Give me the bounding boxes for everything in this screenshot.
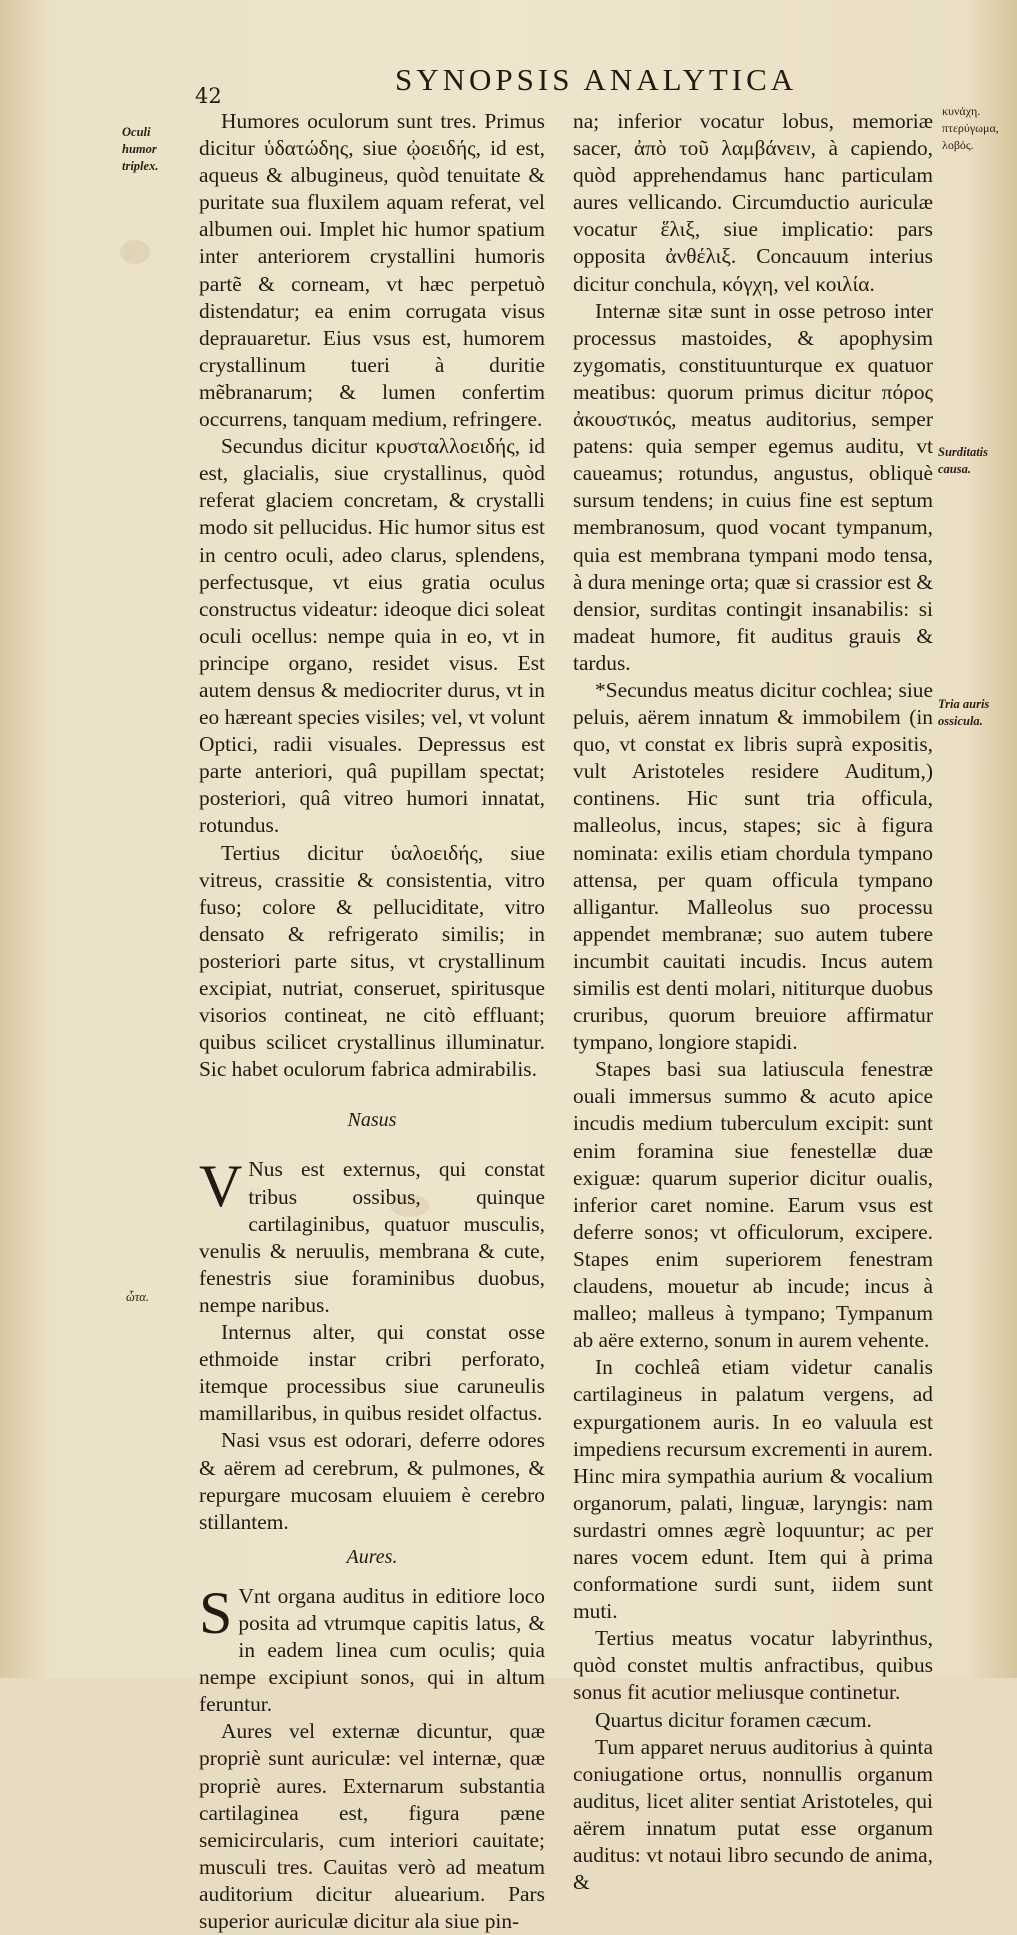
drop-cap: S xyxy=(199,1579,233,1646)
margin-note-ota: ὦτα. xyxy=(126,1290,149,1304)
paragraph-with-initial xyxy=(199,1153,545,1319)
drop-cap: V xyxy=(199,1153,243,1220)
section-heading-nasus: Nasus xyxy=(347,1109,397,1132)
paragraph: Tertius meatus vocatur labyrinthus, quòd constet multis anfractibus, quibus sonus fit acutior meliusque continetur. xyxy=(573,1626,933,1705)
running-title: SYNOPSIS ANALYTICA xyxy=(395,62,798,97)
paragraph: Stapes basi sua latiuscula fenestræ ouali immersus summo & acuto apice incudis medium tuberculum excipit: sunt enim foramina siue fenestellæ duæ exiguæ: quarum superior dicitur oualis, inferior caret nomine. Earum vsus est deferre sonos; vt officulorum, excipere. Stapes enim superiorem fenestram claudens, mouetur ab incude; incus à malleo; malleus à tympano; Tympanum ab aëre externo, sonum in aurem vehente. xyxy=(573,1057,933,1353)
margin-note-greek: κυνάχη. πτερύγωμα, λοβός. xyxy=(942,104,999,152)
paragraph-with-initial xyxy=(199,1579,545,1718)
paragraph-text: Vnt organa auditus in editiore loco posita ad vtrumque capitis latus, & in eadem linea cum oculis; quia nempe excipiunt sonos, qui in altum feruntur. xyxy=(199,1583,545,1717)
paragraph: Humores oculorum sunt tres. Primus dicitur ὑδατώδης, siue ᾠοειδής, id est, aqueus & albugineus, quòd tenuitate & puritate sua fluxilem aquam referat, vel albumen oui. Implet hic humor spatium inter anteriorem crystallini humoris partẽ & corneam, vt hæc perpetuò distendatur; ea enim corrugata visus deprauaretur. Eius vsus est, humorem crystallinum tueri à duritie mẽbranarum; & lumen confertim occurrens, tanquam medium, refringere. xyxy=(199,109,545,432)
paper-stain xyxy=(120,240,150,264)
left-column xyxy=(199,108,545,1935)
paragraph: na; inferior vocatur lobus, memoriæ sacer, ἀπὸ τοῦ λαμβάνειν, à capiendo, quòd apprehendamus hanc particulam aures vellicando. Circumductio auriculæ vocatur ἕλιξ, siue implicatio: pars opposita ἀνθέλιξ. Concauum interius dicitur conchula, κόγχη, vel κοιλία. xyxy=(573,109,933,296)
right-column xyxy=(573,108,933,1896)
paragraph: Quartus dicitur foramen cæcum. xyxy=(595,1707,872,1732)
section-heading-aures: Aures. xyxy=(346,1545,398,1568)
margin-note-oculi: Oculi humor triplex. xyxy=(122,125,159,173)
paragraph: Internæ sitæ sunt in osse petroso inter processus mastoides, & apophysim zygomatis, constituunturque ex quatuor meatibus: quorum primus dicitur πόρος ἀκουστικός, meatus auditorius, semper patens: quia semper egemus auditu, vt caueamus; rotundus, angustus, obliquè sursum tendens; in cuius fine est septum membranosum, quod vocant tympanum, quia est membrana tympani modo tensa, à dura meninge orta; quæ si crassior est & densior, surditas contingit insanabilis: si madeat humore, fit auditus grauis & tardus. xyxy=(573,298,933,675)
page-header xyxy=(195,60,915,108)
paragraph: Internus alter, qui constat osse ethmoide instar cribri perforato, itemque processibus siue caruneulis mamillaribus, in quibus residet olfactus. xyxy=(199,1320,545,1426)
paragraph: Aures vel externæ dicuntur, quæ propriè sunt auriculæ: vel internæ, quæ propriè aures. Externarum substantia cartilaginea est, figura pæne semicircularis, cum interiori cauitate; musculi tres. Cauitas verò ad meatum auditorium dicitur aluearium. Pars superior auriculæ dicitur ala siue pin- xyxy=(199,1719,545,1933)
margin-note-ossicula: Tria auris ossicula. xyxy=(938,697,990,728)
paragraph-text: Nus est externus, qui constat tribus ossibus, quinque cartilaginibus, quatuor musculis, venulis & neruulis, membrana & cute, fenestris siue foraminibus duobus, nempe naribus. xyxy=(199,1157,545,1317)
paragraph: In cochleâ etiam videtur canalis cartilagineus in palatum vergens, ad expurgationem auris. In eo valuula est impediens recursum excrementi in aurem. Hinc mira sympathia aurium & vocalium organorum, palati, linguæ, laryngis: nam surdastri omnes ægrè loquuntur; ac per nares vocem edunt. Item qui à prima conformatione surdi sunt, iidem sunt muti. xyxy=(573,1355,933,1624)
paragraph: Tertius dicitur ὑαλοειδής, siue vitreus, crassitie & consistentia, vitro fuso; colore & pelluciditate, vitro densato & refrigerato similis; in posteriori parte situs, vt crystallinum excipiat, nutriat, conseruet, spiritusque visorios contineat, ne citò effluant; quibus scilicet crystallinus illuminatur. Sic habet oculorum fabrica admirabilis. xyxy=(199,840,545,1082)
paragraph: Nasi vsus est odorari, deferre odores & aërem ad cerebrum, & pulmones, & repurgare mucosam eluuiem è cerebro stillantem. xyxy=(199,1428,545,1534)
page-number: 42 xyxy=(195,84,222,108)
margin-note-surditatis: Surditatis causa. xyxy=(938,445,989,476)
paragraph: Secundus dicitur κρυσταλλοειδής, id est, glacialis, siue crystallinus, quòd referat glaciem concretam, & crystalli modo sit pellucidus. Hic humor situs est in centro oculi, adeo clarus, splendens, perfectusque, vt eius gratia oculus constructus videatur: ideoque dici soleat oculi ocellus: nempe quia in eo, vt in principe organo, residet visus. Est autem densus & mediocriter durus, vt in eo hæreant species visiles; vel, vt volunt Optici, radii visuales. Depressus est parte anteriori, quâ pupillam spectat; posteriori, quâ vitreo humori innatat, rotundus. xyxy=(199,434,545,838)
paragraph: Tum apparet neruus auditorius à quinta coniugatione ortus, nonnullis organum auditus, licet aliter sentiat Aristoteles, qui aërem innatum putat esse organum auditus: vt notaui libro secundo de anima, & xyxy=(573,1734,933,1895)
paragraph: *Secundus meatus dicitur cochlea; siue peluis, aërem innatum & immobilem (in quo, vt constat ex libris suprà expositis, vult Aristoteles residere Auditum,) continens. Hic sunt tria officula, malleolus, incus, stapes; sic à figura nominata: exilis etiam chordula tympano attensa, per quam officula tympano alligantur. Malleolus suo processu appendet membranæ; suo autem tubere incumbit cauitati incudis. Incus autem similis est denti molari, nititurque duobus cruribus, quorum breuiore affirmatur tympano, longiore stapidi. xyxy=(573,677,933,1055)
